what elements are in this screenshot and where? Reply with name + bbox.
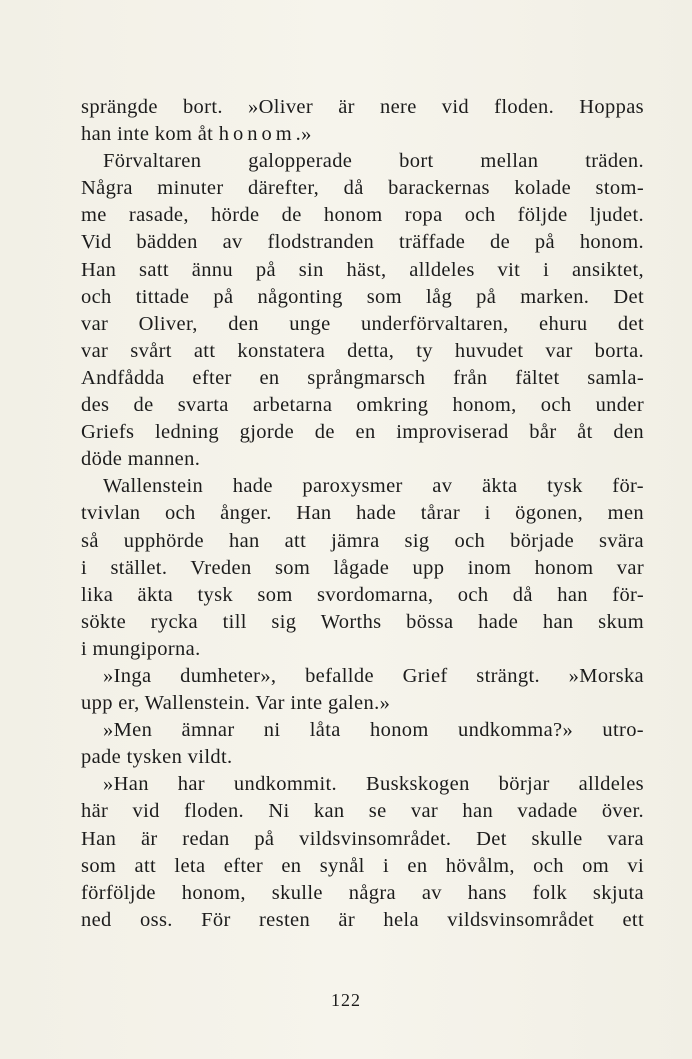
text-line-tail: .» [295,123,312,146]
text-line [81,148,644,175]
text-line-content: Några minuter därefter, då barackernas kolade stom- [81,177,644,200]
text-line [81,826,644,853]
text-line-content: upp er, Wallenstein. Var inte galen.» [81,692,391,715]
text-line [81,528,644,555]
text-line [81,582,644,609]
text-line [81,229,644,256]
text-line-content: förföljde honom, skulle några av hans folk skjuta [81,881,644,904]
text-line [81,257,644,284]
text-line-content: han inte kom åt [81,123,219,146]
text-line-content: me rasade, hörde de honom ropa och följde ljudet. [81,204,644,227]
text-line [81,771,644,798]
text-line-content: Wallenstein hade paroxysmer av äkta tysk för- [103,475,644,498]
text-line-content: i stället. Vreden som lågade upp inom honom var [81,556,644,579]
text-line-content: Andfådda efter en språngmarsch från fältet samla- [81,366,644,389]
text-line [81,880,644,907]
text-line-content: sprängde bort. »Oliver är nere vid floden. Hoppas [81,96,644,118]
text-line-content: Han satt ännu på sin häst, alldeles vit i ansiktet, [81,258,644,281]
text-line [81,338,644,365]
text-line-content: Förvaltaren galopperade bort mellan träden. [103,150,644,173]
text-line-content: Vid bädden av flodstranden träffade de på honom. [81,231,644,254]
text-line [81,392,644,419]
text-line [81,94,644,121]
text-line [81,121,644,148]
text-line [81,690,644,717]
text-line [81,500,644,527]
page-number: 122 [331,990,361,1010]
text-line-content: döde mannen. [81,448,201,471]
text-line-content: ned oss. För resten är hela vildsvinsområdet ett [81,908,644,931]
text-line-content: som att leta efter en synål i en hövålm, och om vi [81,854,644,877]
text-line-content: var Oliver, den unge underförvaltaren, ehuru det [81,312,644,335]
text-line-content: i mungiporna. [81,637,201,660]
text-line-content: lika äkta tysk som svordomarna, och då han för- [81,583,644,606]
text-line [81,365,644,392]
text-line [81,663,644,690]
text-line [81,907,644,934]
text-line-content: »Inga dumheter», befallde Grief strängt. »Morska [103,664,644,687]
text-line [81,311,644,338]
text-line [81,798,644,825]
text-line [81,202,644,229]
text-line-content: och tittade på någonting som låg på marken. Det [81,285,644,308]
text-line [81,744,644,771]
text-line-content: tvivlan och ånger. Han hade tårar i ögonen, men [81,502,644,525]
text-line [81,609,644,636]
text-line-content: sökte rycka till sig Worths bössa hade han skum [81,610,644,633]
text-line [81,717,644,744]
text-line [81,473,644,500]
text-line [81,446,644,473]
text-line-content: des de svarta arbetarna omkring honom, och under [81,394,644,417]
body-text [81,94,644,934]
text-line-content: Han är redan på vildsvinsområdet. Det skulle vara [81,827,644,850]
spaced-emphasis: honom [218,123,296,146]
text-line [81,419,644,446]
text-line [81,175,644,202]
text-line-content: pade tysken vildt. [81,746,233,769]
text-line [81,853,644,880]
text-line-content: här vid floden. Ni kan se var han vadade över. [81,800,644,823]
text-line [81,284,644,311]
text-line-content: var svårt att konstatera detta, ty huvudet var borta. [81,339,644,362]
text-line-content: »Han har undkommit. Buskskogen börjar alldeles [103,773,644,796]
text-line [81,636,644,663]
text-line-content: »Men ämnar ni låta honom undkomma?» utro- [103,719,644,742]
text-line-content: så upphörde han att jämra sig och började svära [81,529,644,552]
text-line-content: Griefs ledning gjorde de en improviserad bår åt den [81,421,644,444]
text-line [81,555,644,582]
